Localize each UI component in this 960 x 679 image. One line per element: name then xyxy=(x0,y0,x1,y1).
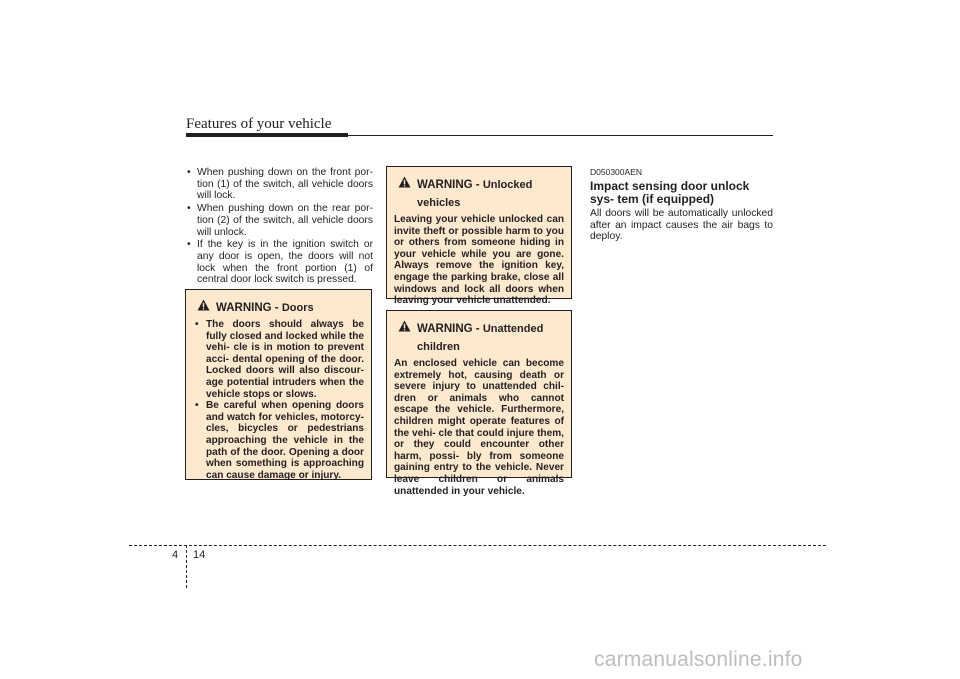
list-item: • When pushing down on the front por- tion (1) of the switch, all vehicle doors will lock. xyxy=(186,167,373,202)
section-title: Impact sensing door unlock sys- tem (if equipped) xyxy=(590,179,750,206)
warning-body: Leaving your vehicle unlocked can invite theft or possible harm to you or others from someone hiding in your vehicle while you are gone. Always remove the ignition key, engage the parking brake, close all windows and lock all doors when leaving your vehicle unattended. xyxy=(394,214,564,307)
header-rule xyxy=(186,135,773,136)
header-title: Features of your vehicle xyxy=(186,116,332,132)
footer-divider xyxy=(186,545,187,588)
intro-bullets xyxy=(186,167,373,287)
warning-box-unattended-children xyxy=(386,310,572,497)
warning-box-doors xyxy=(185,289,372,480)
warning-triangle-icon xyxy=(398,176,411,188)
warning-heading xyxy=(193,298,364,316)
list-item: • When pushing down on the rear por- tion (2) of the switch, all vehicle doors will unlock. xyxy=(186,203,373,238)
warning-word: WARNING - xyxy=(417,179,483,191)
warning-triangle-icon xyxy=(398,320,411,332)
footer-rule xyxy=(129,545,826,546)
page-chapter: 4 xyxy=(172,549,179,561)
list-item: • The doors should always be fully closed and locked while the vehi- cle is in motion to prevent acci- dental opening of the door. Locked doors will also discour- age potential intruders when the vehicle stops or slows. xyxy=(193,319,364,400)
warning-heading xyxy=(394,175,564,211)
section-code: D050300AEN xyxy=(590,167,642,177)
warning-subject: Unlocked vehicles xyxy=(417,179,533,209)
warning-heading xyxy=(394,319,564,355)
warning-subject: Unattended children xyxy=(417,323,544,353)
warning-body: An enclosed vehicle can become extremely hot, causing death or severe injury to unattended chil- dren or animals who cannot escape the vehicle. Furthermore, children might operate features of the vehi- cle that could injure them, or they could encounter other harm, possi- bly from someone gaining entry to the vehicle. Never leave children or animals unattended in your vehicle. xyxy=(394,358,564,497)
list-item: • Be careful when opening doors and watch for vehicles, motorcy- cles, bicycles or pedestrians approaching the vehicle in the path of the door. Opening a door when something is approaching can cause damage or injury. xyxy=(193,400,364,481)
list-item: • If the key is in the ignition switch or any door is open, the doors will not lock when the front portion (1) of central door lock switch is pressed. xyxy=(186,239,373,286)
warning-triangle-icon xyxy=(197,299,210,311)
warning-word: WARNING - xyxy=(216,302,282,314)
warning-box-unlocked-vehicles xyxy=(386,166,572,307)
section-body: All doors will be automatically unlocked after an impact causes the air bags to deploy. xyxy=(590,208,773,243)
watermark: carmanualsonline.info xyxy=(594,648,803,671)
page-number: 14 xyxy=(193,549,206,561)
warning-list xyxy=(193,319,364,481)
warning-subject: Doors xyxy=(281,302,314,314)
warning-word: WARNING - xyxy=(417,323,483,335)
